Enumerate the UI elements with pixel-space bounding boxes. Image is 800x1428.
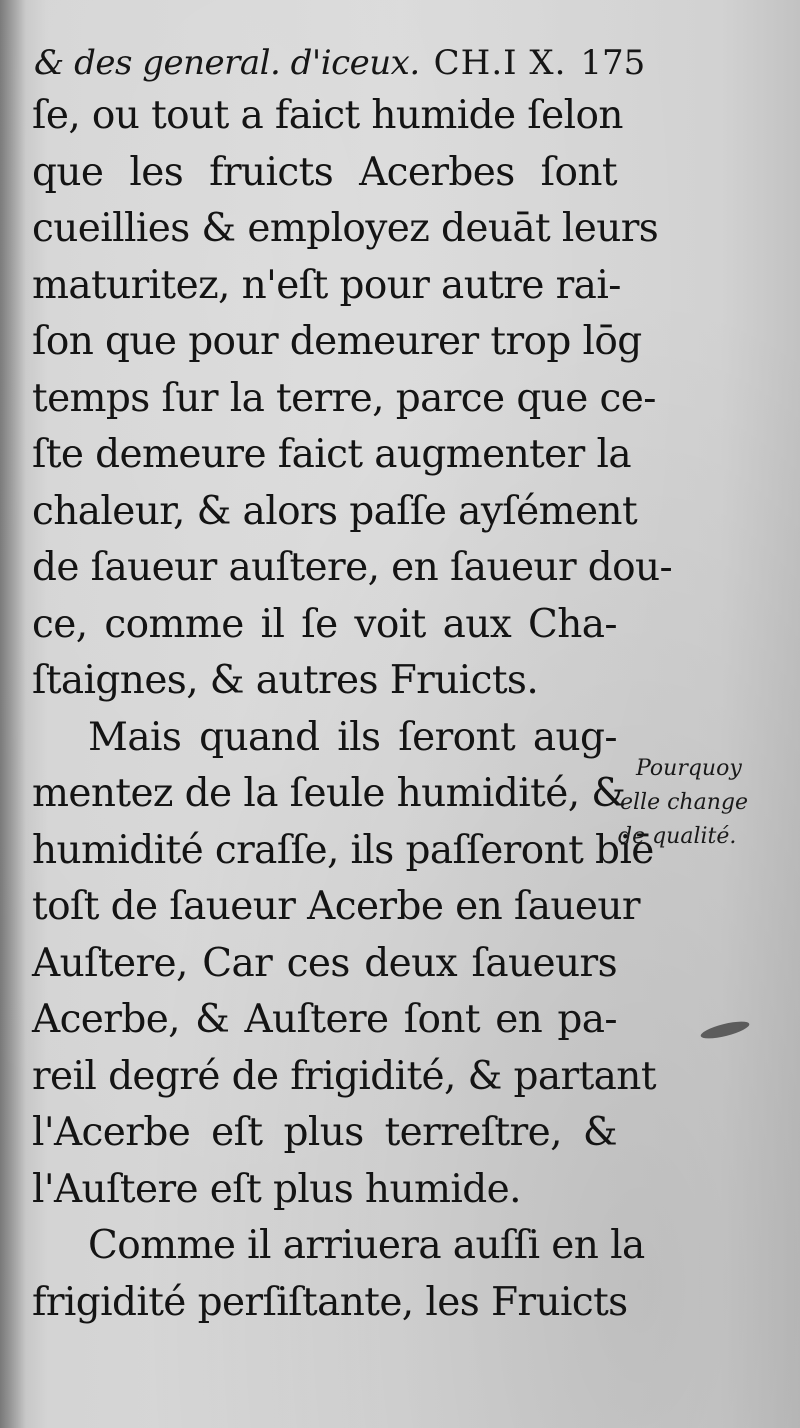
text-line: ſte demeure faict augmenter la [32,432,632,477]
running-head-title: & des general. d'iceux. [34,43,420,83]
text-line: Mais quand ils ſeront aug- [88,714,617,760]
text-line: l'Acerbe eſt plus terreſtre, & [32,1110,617,1155]
body-text [32,88,673,1331]
page-number: 175 [580,43,646,83]
text-line: de ſaueur auſtere, en ſaueur dou- [32,545,673,590]
text-line: cueillies & employez deuāt leurs [32,206,659,251]
text-line: maturitez, n'eſt pour autre rai- [32,262,621,308]
marginal-note-line: de qualité. [618,824,737,849]
marginal-note-line: Pourquoy [636,756,742,781]
text-line: Auſtere, Car ces deux ſaueurs [32,940,617,986]
marginal-note [618,752,768,854]
text-line: humidité craſſe, ils paſſeront biē [32,827,654,873]
text-line: ce, comme il ſe voit aux Cha- [32,601,617,647]
text-line: ſtaignes, & autres Fruicts. [32,658,539,703]
text-line: temps ſur la terre, parce que ce- [32,375,656,421]
text-line: ſon que pour demeurer trop lōg [32,319,642,364]
text-line: chaleur, & alors paſſe ayſément [32,488,638,534]
text-line: reil degré de frigidité, & partant [32,1053,656,1099]
text-line: frigidité perſiſtante, les Fruicts [32,1279,628,1325]
text-line: Acerbe, & Auſtere ſont en pa- [32,997,617,1042]
text-line: toſt de ſaueur Acerbe en ſaueur [32,884,640,929]
text-line: Comme il arriuera auſſi en la [88,1223,645,1268]
text-line: ſe, ou tout a faict humide ſelon [32,93,623,138]
text-line: l'Auſtere eſt plus humide. [32,1166,521,1212]
chapter-number: CH.I X. [433,43,567,83]
text-line: mentez de la ſeule humidité, & [32,771,626,816]
marginal-note-line: elle change [620,790,748,815]
ink-stain [699,1018,750,1042]
text-line: que les fruicts Acerbes ſont [32,149,617,195]
running-head [34,40,646,86]
